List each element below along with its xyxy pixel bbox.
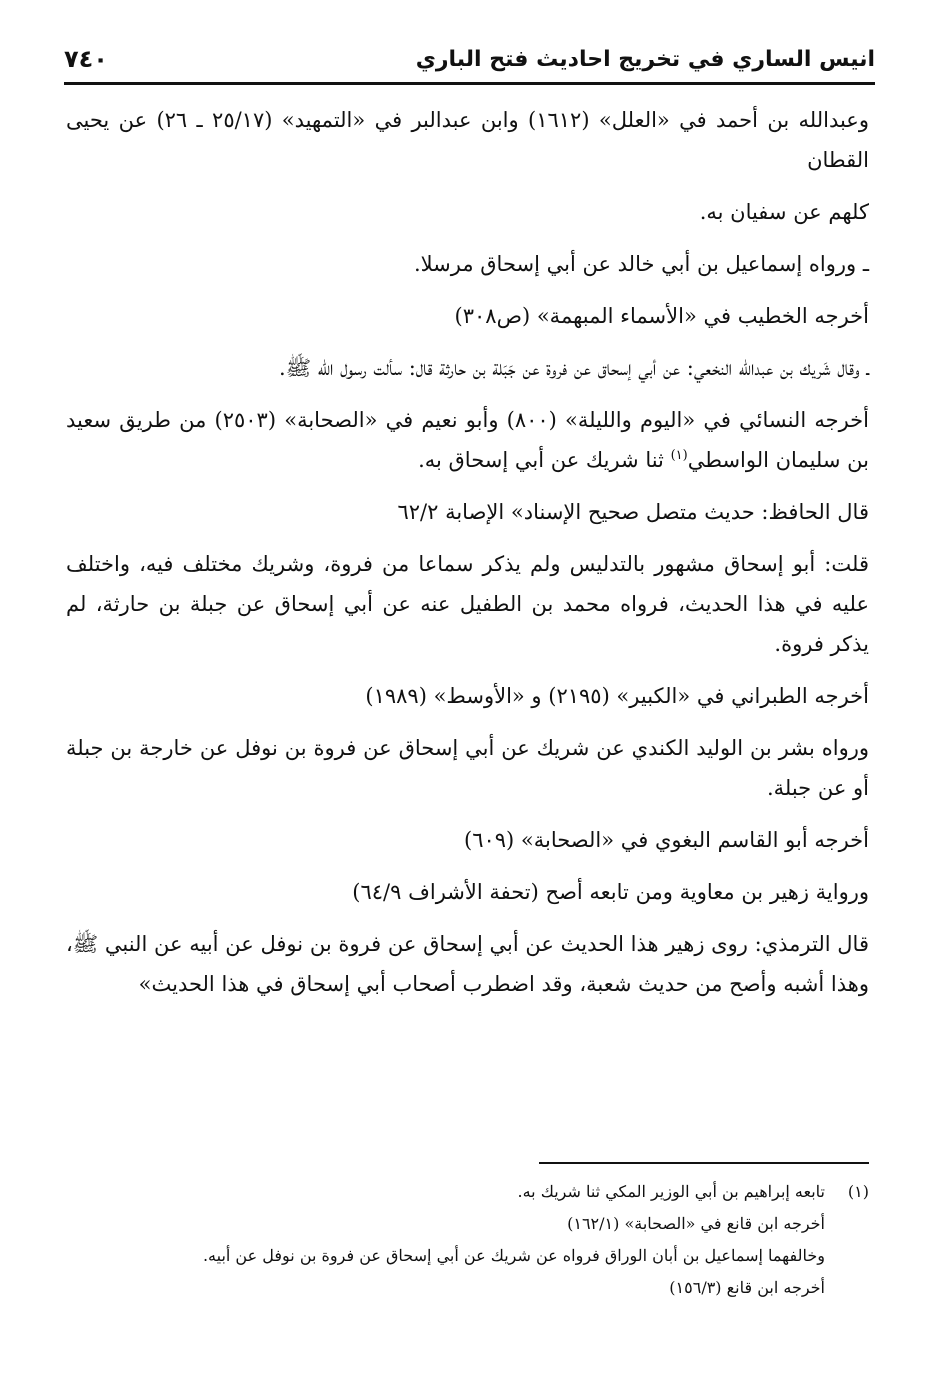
paragraph: قال الحافظ: حديث متصل صحيح الإسناد» الإصابة ٦٢/٢ <box>397 500 869 524</box>
page-number: ٧٤٠ <box>64 45 108 73</box>
footnote-line: تابعه إبراهيم بن أبي الوزير المكي ثنا شريك به. <box>517 1182 825 1201</box>
footnotes <box>66 1178 869 1306</box>
footnote-body <box>66 1178 825 1306</box>
paragraph-with-footnote: أخرجه النسائي في «اليوم والليلة» (٨٠٠) وأبو نعيم في «الصحابة» (٢٥٠٣) من طريق سعيد بن سليمان الواسطي$^{(١)}$ ثنا شريك عن أبي إسحاق به. <box>66 408 869 472</box>
paragraph: أخرجه الخطيب في «الأسماء المبهمة» (ص٣٠٨) <box>454 304 869 328</box>
page-header <box>64 36 875 85</box>
footnote-line: أخرجه ابن قانع في «الصحابة» (١٦٢/١) <box>567 1214 825 1233</box>
paragraph: وعبدالله بن أحمد في «العلل» (١٦١٢) وابن عبدالبر في «التمهيد» (٢٥/١٧ ـ ٢٦) عن يحيى القطان <box>66 108 869 172</box>
paragraph: أخرجه الطبراني في «الكبير» (٢١٩٥) و «الأوسط» (١٩٨٩) <box>365 684 869 708</box>
footnote-divider <box>539 1162 869 1164</box>
paragraph: ورواه بشر بن الوليد الكندي عن شريك عن أبي إسحاق عن فروة بن نوفل عن خارجة بن جبلة أو عن جبلة. <box>66 736 869 800</box>
footnote-marker[interactable]: (١) <box>670 448 688 463</box>
paragraph: قال الترمذي: روى زهير هذا الحديث عن أبي إسحاق عن فروة بن نوفل عن أبيه عن النبي ﷺ، وهذا أشبه وأصح من حديث شعبة، وقد اضطرب أصحاب أبي إسحاق في هذا الحديث» <box>66 932 869 996</box>
footnote-number: (١) <box>847 1182 869 1201</box>
paragraph: كلهم عن سفيان به. <box>699 200 869 224</box>
paragraph: قلت: أبو إسحاق مشهور بالتدليس ولم يذكر سماعا من فروة، وشريك مختلف فيه، واختلف عليه في هذا الحديث، فرواه محمد بن الطفيل عنه عن أبي إسحاق عن جبلة بن حارثة، لم يذكر فروة. <box>66 552 869 656</box>
paragraph: ورواية زهير بن معاوية ومن تابعه أصح (تحفة الأشراف ٦٤/٩) <box>352 880 869 904</box>
footnote-line: أخرجه ابن قانع (١٥٦/٣) <box>669 1278 825 1297</box>
running-title: انيس الساري في تخريج احاديث فتح الباري <box>415 46 875 72</box>
footnote-line: وخالفهما إسماعيل بن أبان الوراق فرواه عن شريك عن أبي إسحاق عن فروة بن نوفل عن أبيه. <box>202 1246 825 1265</box>
footnote <box>66 1178 869 1306</box>
main-text <box>66 100 869 1016</box>
paragraph: ـ وقال شَريك بن عبدالله النخعي: عن أبي إسحاق عن فروة عن جَبَلة بن حارثة قال: سألت رسول الله ﷺ. <box>279 356 869 380</box>
paragraph: ـ ورواه إسماعيل بن أبي خالد عن أبي إسحاق مرسلا. <box>413 252 869 276</box>
paragraph: أخرجه أبو القاسم البغوي في «الصحابة» (٦٠٩) <box>463 828 869 852</box>
